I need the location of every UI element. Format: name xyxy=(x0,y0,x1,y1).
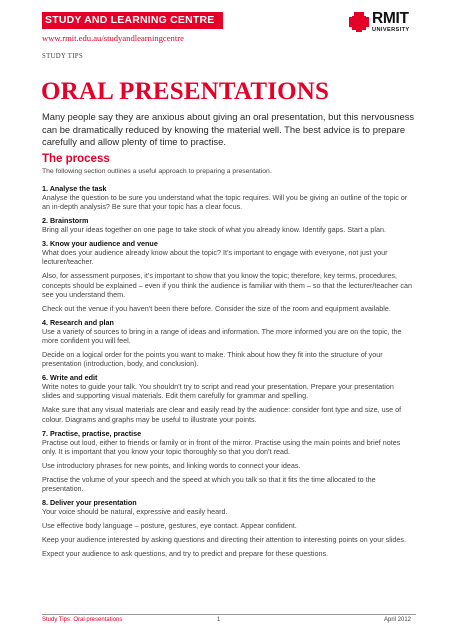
rmit-logo xyxy=(348,11,418,45)
steps-list xyxy=(42,184,414,563)
step-paragraph: Keep your audience interested by asking questions and directing their attention to interesting points on your slides. xyxy=(42,535,406,545)
process-step xyxy=(42,239,414,313)
step-heading: 7. Practise, practise, practise xyxy=(42,428,142,438)
process-step xyxy=(42,373,414,423)
step-paragraph: What does your audience already know about the topic? It’s important to engage with everyone, not just your lecturer/teacher. xyxy=(42,248,388,267)
page-title: ORAL PRESENTATIONS xyxy=(41,78,330,105)
logo-wordmark: RMIT xyxy=(372,10,409,27)
step-heading: 6. Write and edit xyxy=(42,373,98,383)
process-step xyxy=(42,216,414,234)
step-heading: 8. Deliver your presentation xyxy=(42,498,137,508)
step-heading: 4. Research and plan xyxy=(42,317,114,327)
footer-date: April 2012 xyxy=(384,617,412,623)
step-heading: 3. Know your audience and venue xyxy=(42,239,158,249)
intro-paragraph: Many people say they are anxious about giving an oral presentation, but this nervousness can be dramatically reduced by knowing the material well. The best advice is to prepare carefully and allow plenty of time to practise. xyxy=(42,111,415,147)
process-step xyxy=(42,184,414,211)
footer-divider xyxy=(42,614,416,615)
page-number: 1 xyxy=(217,617,221,623)
step-paragraph: Decide on a logical order for the points you want to make. Think about how they fit into the structure of your presentation (introduction, body, and conclusion). xyxy=(42,350,383,369)
step-paragraph: Use a variety of sources to bring in a range of ideas and information. The more informed you are on the topic, the more confident you will feel. xyxy=(42,326,402,345)
step-paragraph: Make sure that any visual materials are clear and easily read by the audience: consider font type and size, use of colour. Diagrams and graphs may be useful to illustrate your points. xyxy=(42,405,402,424)
step-paragraph: Analyse the question to be sure you understand what the topic requires. Will you be giving an outline of the topic or an in-depth analysis? Be sure that your topic has a clear focus. xyxy=(42,193,408,212)
step-paragraph: Use introductory phrases for new points, and linking words to connect your ideas. xyxy=(42,460,301,470)
process-step xyxy=(42,498,414,558)
step-paragraph: Your voice should be natural, expressive and easily heard. xyxy=(42,507,228,517)
process-step xyxy=(42,318,414,368)
step-heading: 2. Brainstorm xyxy=(42,216,89,226)
step-paragraph: Expect your audience to ask questions, and try to predict and prepare for these questions. xyxy=(42,549,329,559)
step-paragraph: Check out the venue if you haven’t been there before. Consider the size of the room and equipment available. xyxy=(42,303,391,313)
step-paragraph: Use effective body language – posture, gestures, eye contact. Appear confident. xyxy=(42,521,297,531)
process-intro: The following section outlines a useful approach to preparing a presentation. xyxy=(42,168,272,175)
step-heading: 1. Analyse the task xyxy=(42,184,107,193)
step-paragraph: Bring all your ideas together on one page to take stock of what you already know. Identify gaps. Start a plan. xyxy=(42,225,387,235)
logo-subtitle: UNIVERSITY xyxy=(372,27,410,33)
study-learning-centre-banner: STUDY AND LEARNING CENTRE xyxy=(42,12,223,29)
step-paragraph: Also, for assessment purposes, it’s important to show that you know the topic; therefore, key terms, procedures, concepts should be explained – even if you think the audience is familiar with them – so that the lecturer/teacher can see you understand them. xyxy=(42,271,412,299)
process-heading: The process xyxy=(42,153,110,165)
rmit-pixel-icon xyxy=(348,11,370,33)
step-paragraph: Practise the volume of your speech and the speed at which you talk so that it fits the time allocated to the presentation. xyxy=(42,474,376,493)
step-paragraph: Practise out loud, either to friends or family or in front of the mirror. Practise using the main points and brief notes only. It is important that you know your topic thoroughly so that you don’t read. xyxy=(42,437,401,456)
study-tips-label: STUDY TIPS xyxy=(42,53,83,60)
process-step xyxy=(42,429,414,493)
step-paragraph: Write notes to guide your talk. You shouldn’t try to script and read your presentation. Prepare your presentation slides and supporting visual materials. Edit them carefully for grammar and spelling. xyxy=(42,382,394,401)
site-url-link[interactable]: www.rmit.edu.au/studyandlearningcentre xyxy=(42,33,184,43)
footer-title: Study Tips: Oral presentations xyxy=(42,617,123,623)
